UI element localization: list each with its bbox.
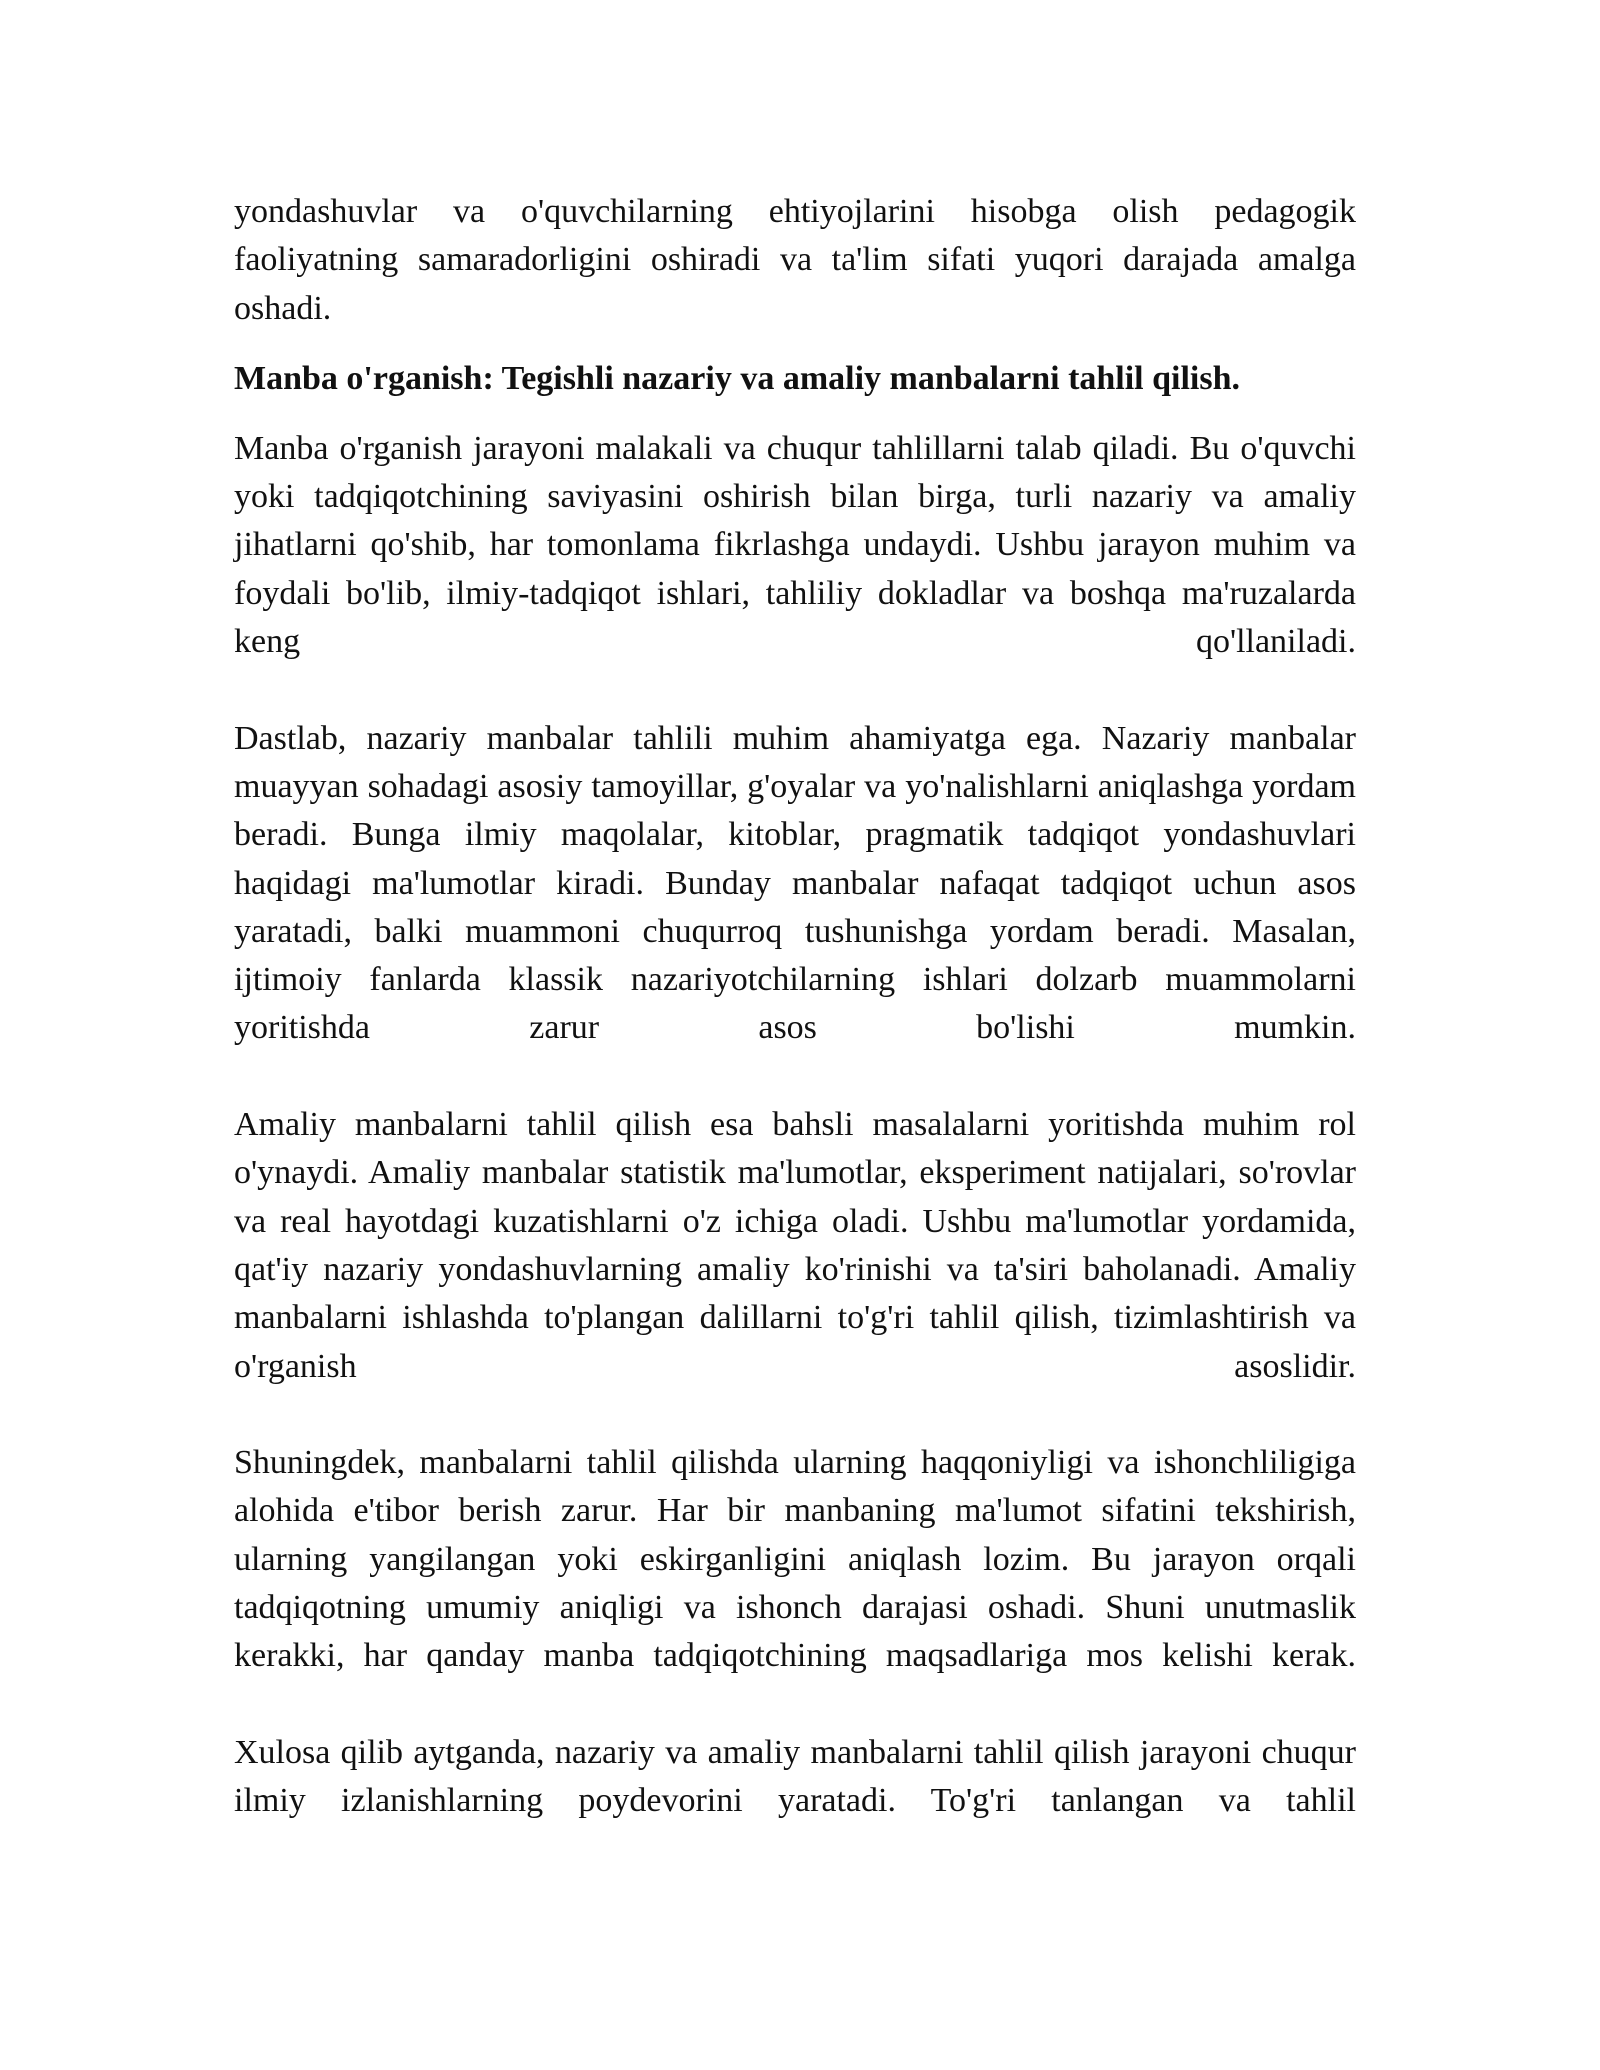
- intro-paragraph: yondashuvlar va o'quvchilarning ehtiyojlarini hisobga olish pedagogik faoliyatning samaradorligini oshiradi va ta'lim sifati yuqori darajada amalga oshadi.: [234, 193, 1356, 327]
- body-paragraph: Shuningdek, manbalarni tahlil qilishda ularning haqqoniyligi va ishonchliligiga alohida e'tibor berish zarur. Har bir manbaning ma'lumot sifatini tekshirish, ularning yangilangan yoki eskirganligini aniqlash lozim. Bu jarayon orqali tadqiqotning umumiy aniqligi va ishonch darajasi oshadi. Shuni unutmaslik kerakki, har qanday manba tadqiqotchining maqsadlariga mos kelishi kerak.: [234, 1444, 1356, 1675]
- body-paragraph: Xulosa qilib aytganda, nazariy va amaliy manbalarni tahlil qilish jarayoni chuqur ilmiy izlanishlarning poydevorini yaratadi. To'g'ri tanlangan va tahlil: [234, 1733, 1356, 1820]
- page-body: [234, 188, 1356, 1826]
- section-heading: Manba o'rganish: Tegishli nazariy va amaliy manbalarni tahlil qilish.: [234, 359, 1241, 397]
- body-paragraph: Amaliy manbalarni tahlil qilish esa bahsli masalalarni yoritishda muhim rol o'ynaydi. Amaliy manbalar statistik ma'lumotlar, eksperiment natijalari, so'rovlar va real hayotdagi kuzatishlarni o'z ichiga oladi. Ushbu ma'lumotlar yordamida, qat'iy nazariy yondashuvlarning amaliy ko'rinishi va ta'siri baholanadi. Amaliy manbalarni ishlashda to'plangan dalillarni to'g'ri tahlil qilish, tizimlashtirish va o'rganish asoslidir.: [234, 1106, 1356, 1385]
- body-paragraph: Dastlab, nazariy manbalar tahlili muhim ahamiyatga ega. Nazariy manbalar muayyan sohadagi asosiy tamoyillar, g'oyalar va yo'nalishlarni aniqlashga yordam beradi. Bunga ilmiy maqolalar, kitoblar, pragmatik tadqiqot yondashuvlari haqidagi ma'lumotlar kiradi. Bunday manbalar nafaqat tadqiqot uchun asos yaratadi, balki muammoni chuqurroq tushunishga yordam beradi. Masalan, ijtimoiy fanlarda klassik nazariyotchilarning ishlari dolzarb muammolarni yoritishda zarur asos bo'lishi mumkin.: [234, 719, 1356, 1047]
- body-paragraph: Manba o'rganish jarayoni malakali va chuqur tahlillarni talab qiladi. Bu o'quvchi yoki tadqiqotchining saviyasini oshirish bilan birga, turli nazariy va amaliy jihatlarni qo'shib, har tomonlama fikrlashga undaydi. Ushbu jarayon muhim va foydali bo'lib, ilmiy-tadqiqot ishlari, tahliliy dokladlar va boshqa ma'ruzalarda keng qo'llaniladi.: [234, 429, 1356, 661]
